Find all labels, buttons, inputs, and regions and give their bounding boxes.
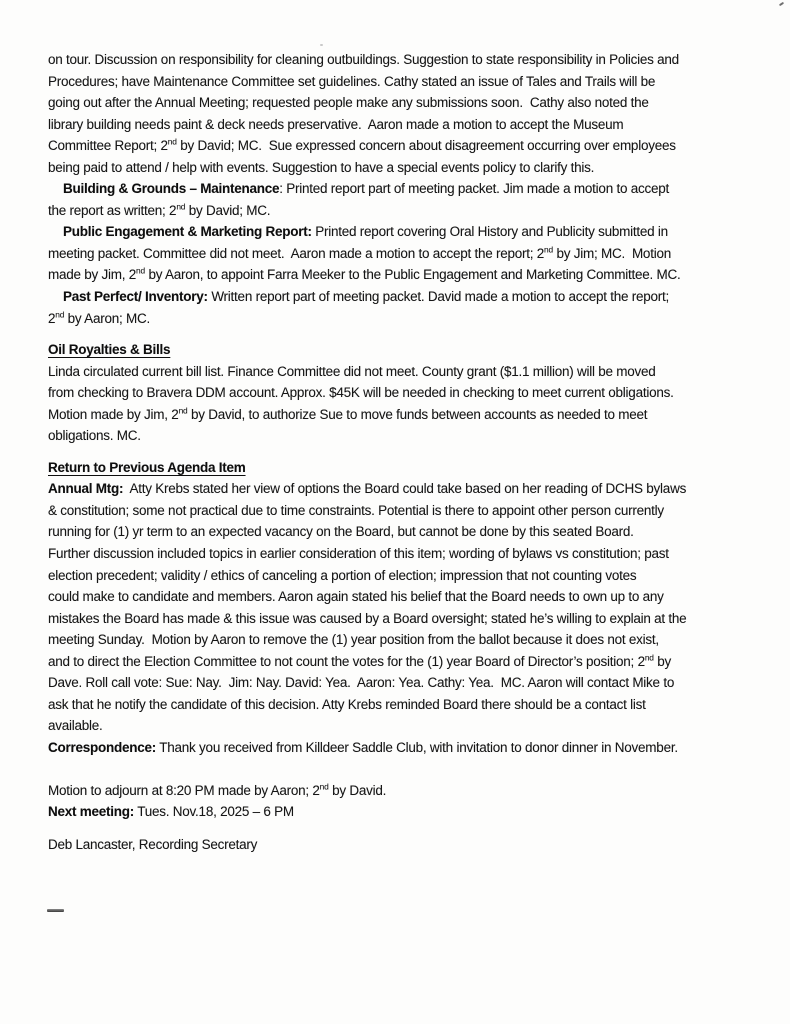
ordinal-superscript: nd [55,309,65,320]
body-text: Procedures; have Maintenance Committee set guidelines. Cathy stated an issue of Tales and Trails will be [48,73,656,89]
body-text: by Aaron; MC. [64,310,150,326]
oil-royalties-section [48,339,748,447]
body-text: : Printed report part of meeting packet. Jim made a motion to accept [279,181,669,197]
body-text: Linda circulated current bill list. Finance Committee did not meet. County grant ($1.1 million) will be moved [48,363,656,379]
body-text: by David; MC. Sue expressed concern about disagreement occurring over employees [176,138,676,154]
body-text: library building needs paint & deck needs preservative. Aaron made a motion to accept the Museum [48,116,624,132]
body-text: by Aaron, to appoint Farra Meeker to the Public Engagement and Marketing Committee. MC. [144,267,681,283]
text-line [48,243,748,265]
text-line [48,500,748,522]
recording-secretary-line [48,834,748,856]
body-text: Tues. Nov.18, 2025 – 6 PM [134,804,294,820]
ordinal-superscript: nd [319,781,329,791]
return-to-previous-agenda-section [48,457,748,759]
body-text: from checking to Bravera DDM account. Approx. $45K will be needed in checking to meet current obligations. [48,385,674,401]
text-line [48,521,748,543]
next-meeting-line [48,801,748,823]
body-text: Further discussion included topics in earlier consideration of this item; wording of bylaws vs constitution; past [48,546,669,562]
text-line [48,672,748,694]
body-text: by David. [328,782,387,798]
body-text: Printed report covering Oral History and Publicity submitted in [311,224,668,240]
text-line [48,404,748,426]
text-line [48,715,748,737]
body-text: running for (1) yr term to an expected vacancy on the Board, but cannot be done by this seated Board. [48,524,634,540]
body-text: could make to candidate and members. Aaron again stated his belief that the Board needs to own up to any [48,589,664,605]
text-line [48,586,748,608]
body-text: Motion to adjourn at 8:20 PM made by Aaron; 2 [48,782,320,798]
correspondence-line [48,737,748,759]
text-line [48,264,748,286]
body-text: Deb Lancaster, Recording Secretary [48,836,258,852]
section-heading-building-grounds [48,178,748,200]
body-text: meeting Sunday. Motion by Aaron to remove the (1) year position from the ballot because it does not exist, [48,632,659,648]
body-text: made by Jim, 2 [48,267,137,283]
body-text: available. [48,718,103,734]
scan-speck-top-right [779,2,784,7]
text-line [48,92,748,114]
text-line [48,114,748,136]
adjournment-section [48,780,748,823]
text-line [48,308,748,330]
ordinal-superscript: nd [136,265,145,276]
bold-text: Correspondence: [48,739,157,755]
text-line [48,49,748,71]
body-text: by David, to authorize Sue to move funds between accounts as needed to meet [187,406,648,422]
bold-text: Past Perfect/ Inventory: [63,289,208,305]
text-line [48,651,748,673]
ordinal-superscript: nd [544,244,553,255]
body-text: & constitution; some not practical due to time constraints. Potential is there to appoint other person currently [48,502,664,518]
ordinal-superscript: nd [644,652,654,663]
body-text: Motion made by Jim, 2 [48,406,179,422]
text-line [48,425,748,447]
body-text: and to direct the Election Committee to not count the votes for the (1) year Board of Director’s position; 2 [48,653,645,669]
body-text: ask that he notify the candidate of this decision. Atty Krebs reminded Board there should be a contact list [48,696,646,712]
text-line [48,629,748,651]
body-text: Dave. Roll call vote: Sue: Nay. Jim: Nay. David: Yea. Aaron: Yea. Cathy: Yea. MC. Aaron will contact Mike to [48,675,675,691]
body-text: Atty Krebs stated her view of options the Board could take based on her reading of DCHS bylaws [123,481,687,497]
section-heading-past-perfect [48,286,748,308]
bold-text: Public Engagement & Marketing Report: [63,224,312,240]
text-line [48,543,748,565]
section-heading-oil-royalties [48,339,748,361]
body-text: Written report part of meeting packet. David made a motion to accept the report; [207,289,670,305]
handwritten-dash-mark [47,909,64,912]
body-text: Thank you received from Killdeer Saddle Club, with invitation to donor dinner in November. [156,739,678,755]
text-line [48,565,748,587]
committee-reports-section [48,49,748,329]
body-text: 2 [48,310,56,326]
text-line [48,478,748,500]
text-line [48,608,748,630]
text-line [48,361,748,383]
ordinal-superscript: nd [167,136,177,147]
text-line [48,157,748,179]
body-text: by Jim; MC. Motion [552,245,671,261]
scan-speck-faint [320,44,323,46]
document-body [48,49,748,855]
ordinal-superscript: nd [178,405,188,416]
body-text: obligations. MC. [48,428,141,444]
body-text: going out after the Annual Meeting; requested people make any submissions soon. Cathy also noted the [48,95,649,111]
bold-text: Return to Previous Agenda Item [48,459,246,475]
body-text: election precedent; validity / ethics of canceling a portion of election; impression that not counting votes [48,567,637,583]
body-text: mistakes the Board has made & this issue was caused by a Board oversight; stated he’s willing to explain at the [48,610,687,626]
signature-section [48,834,748,856]
body-text: by David; MC. [185,202,271,218]
body-text: meeting packet. Committee did not meet. Aaron made a motion to accept the report; 2 [48,245,545,261]
text-line [48,694,748,716]
bold-text: Building & Grounds – Maintenance [63,181,280,197]
bold-text: Annual Mtg: [48,481,124,497]
section-heading-return-previous [48,457,748,479]
body-text: Committee Report; 2 [48,138,168,154]
body-text: the report as written; 2 [48,202,177,218]
ordinal-superscript: nd [176,201,186,212]
bold-text: Next meeting: [48,804,135,820]
body-text: on tour. Discussion on responsibility for cleaning outbuildings. Suggestion to state responsibility in Policies and [48,52,679,67]
text-line [48,382,748,404]
body-text: by [653,653,671,669]
section-heading-public-engagement [48,221,748,243]
bold-text: Oil Royalties & Bills [48,342,171,358]
text-line [48,200,748,222]
body-text: being paid to attend / help with events. Suggestion to have a special events policy to clarify this. [48,159,595,175]
adjournment-line [48,780,748,802]
text-line [48,71,748,93]
text-line [48,135,748,157]
